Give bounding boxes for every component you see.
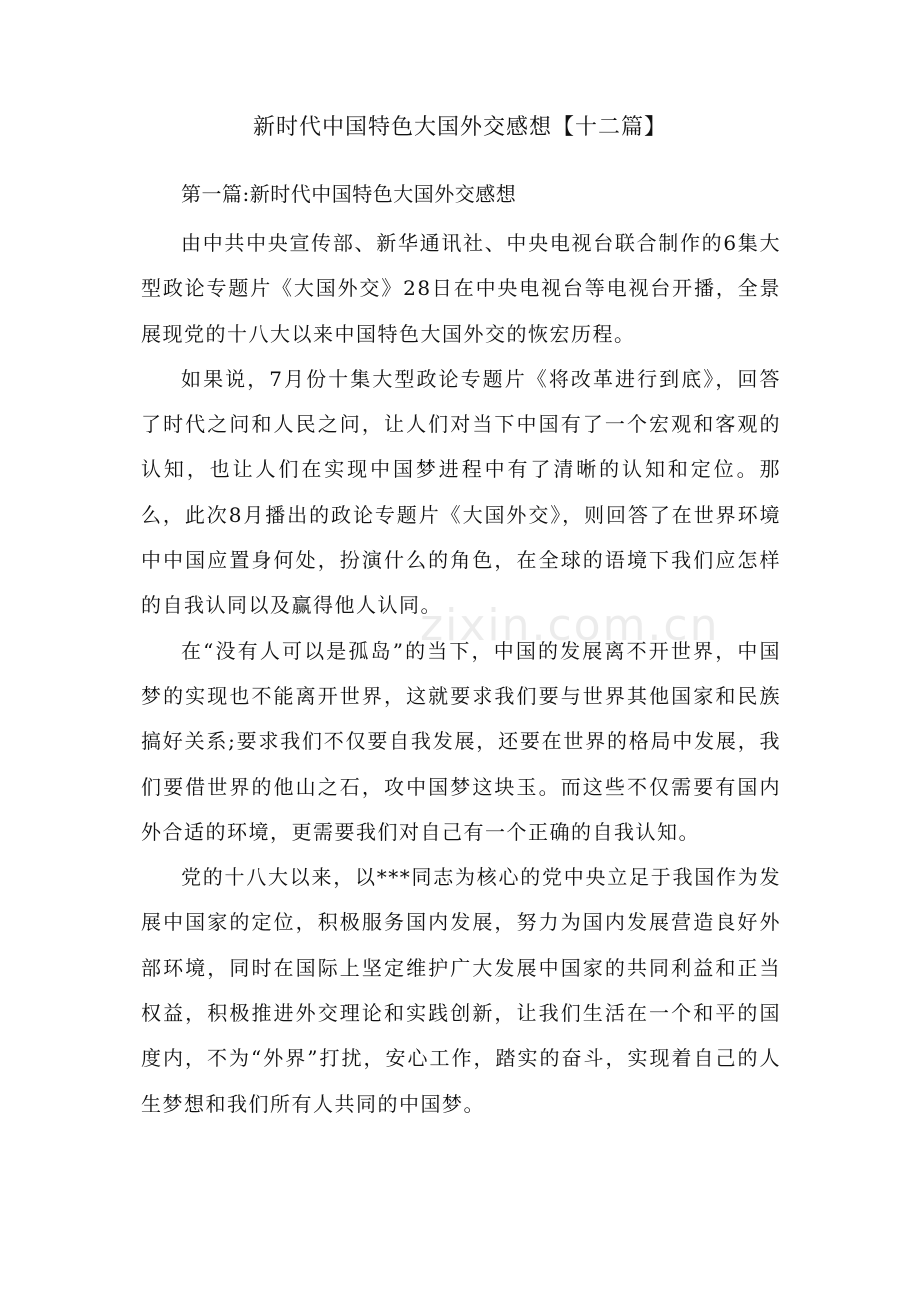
paragraph-3: 在“没有人可以是孤岛”的当下，中国的发展离不开世界，中国梦的实现也不能离开世界，这就要求我们要与世界其他国家和民族搞好关系;要求我们不仅要自我发展，还要在世界的格局中发展，我们要借世界的他山之石，攻中国梦这块玉。而这些不仅需要有国内外合适的环境，更需要我们对自己有一个正确的自我认知。: [141, 638, 781, 844]
paragraph-4: 党的十八大以来，以***同志为核心的党中央立足于我国作为发展中国家的定位，积极服务国内发展，努力为国内发展营造良好外部环境，同时在国际上坚定维护广大发展中国家的共同利益和正当权益，积极推进外交理论和实践创新，让我们生活在一个和平的国度内，不为“外界”打扰，安心工作，踏实的奋斗，实现着自己的人生梦想和我们所有人共同的中国梦。: [141, 865, 781, 1116]
paragraph-2: 如果说，7月份十集大型政论专题片《将改革进行到底》，回答了时代之问和人民之问，让人们对当下中国有了一个宏观和客观的认知，也让人们在实现中国梦进程中有了清晰的认知和定位。那么，此次8月播出的政论专题片《大国外交》，则回答了在世界环境中中国应置身何处，扮演什么的角色，在全球的语境下我们应怎样的自我认同以及赢得他人认同。: [141, 366, 781, 618]
document-title: 新时代中国特色大国外交感想【十二篇】: [252, 115, 667, 140]
section-heading: 第一篇:新时代中国特色大国外交感想: [181, 182, 517, 206]
document-body: [141, 176, 781, 1127]
paragraph-1: 由中共中央宣传部、新华通讯社、中央电视台联合制作的6集大型政论专题片《大国外交》28日在中央电视台等电视台开播，全景展现党的十八大以来中国特色大国外交的恢宏历程。: [141, 231, 781, 346]
watermark: zixin.com.cn: [420, 600, 720, 651]
